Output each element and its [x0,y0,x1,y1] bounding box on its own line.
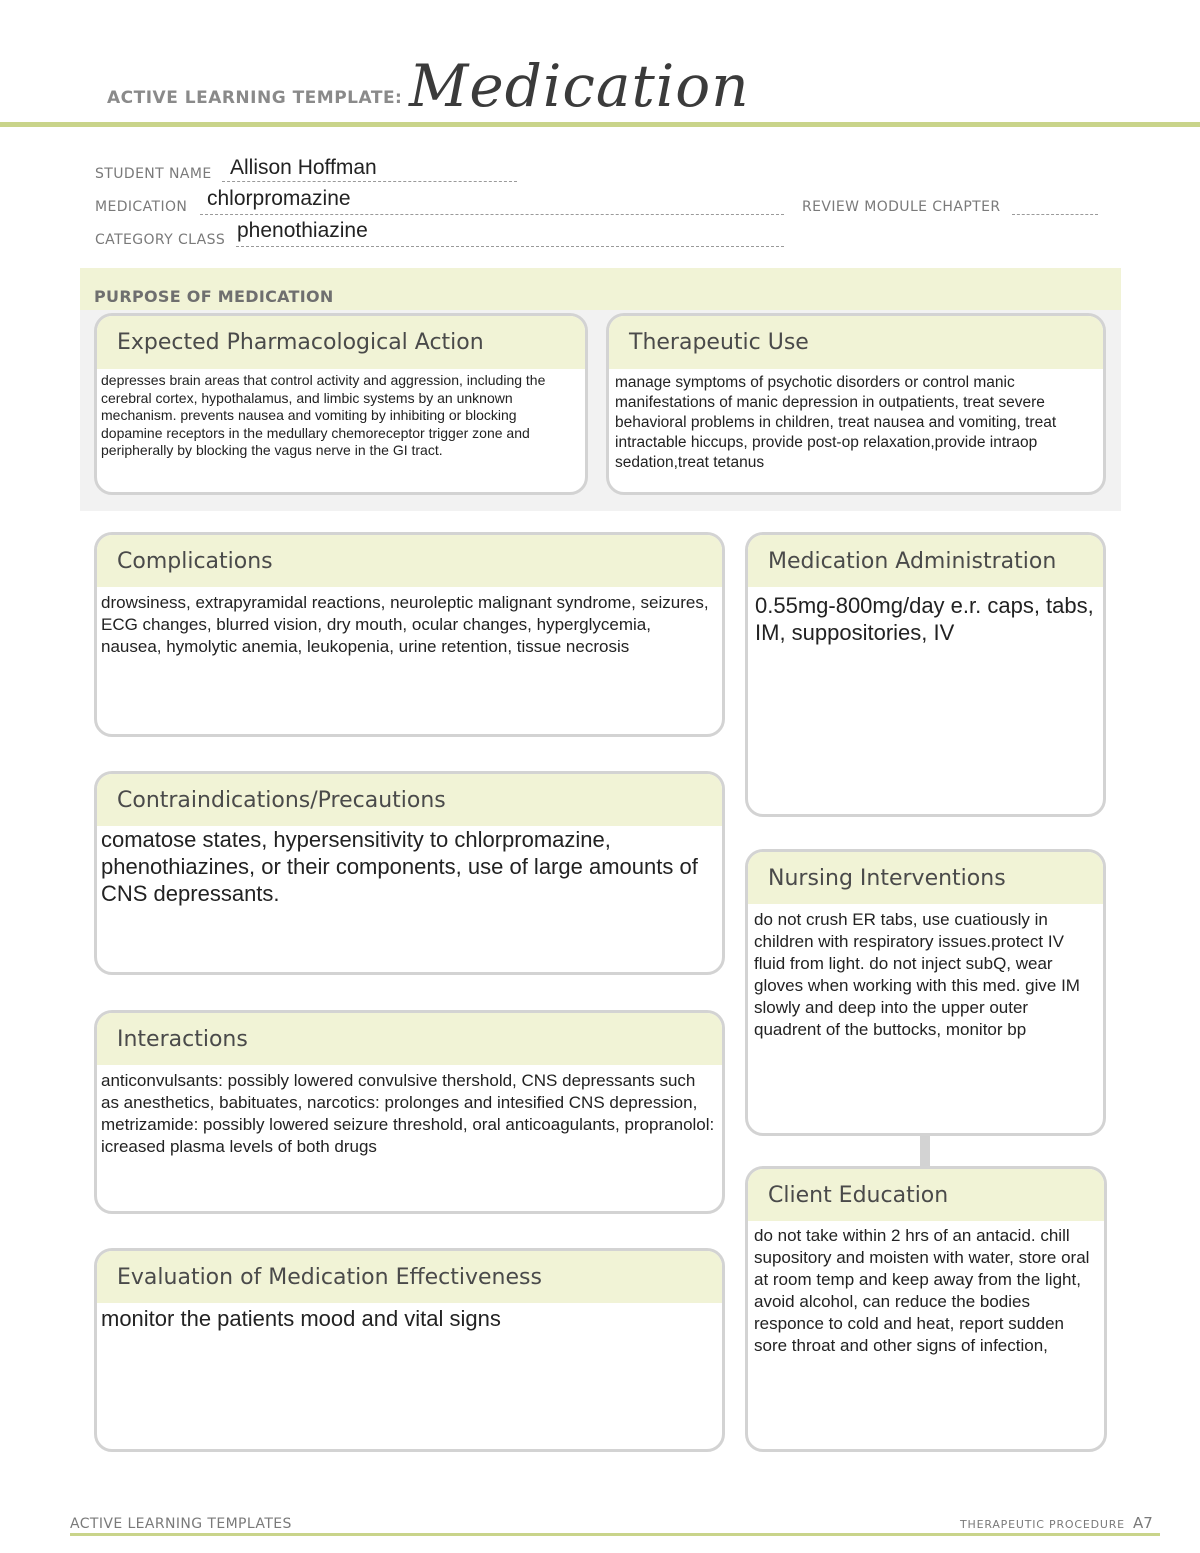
header-rule [0,122,1200,127]
box-connector [920,1134,930,1166]
page-number: A7 [1133,1514,1153,1532]
category-class-field[interactable]: phenothiazine [237,219,368,242]
complications-title: Complications [117,548,273,574]
expected-action-box [94,313,588,495]
complications-header [97,535,722,587]
therapeutic-use-title: Therapeutic Use [629,330,809,355]
therapeutic-use-box [606,313,1106,495]
evaluation-title: Evaluation of Medication Effectiveness [117,1264,542,1290]
footer-right-label: THERAPEUTIC PROCEDURE [960,1518,1125,1531]
contraindications-text[interactable]: comatose states, hypersensitivity to chlorpromazine, phenothiazines, or their components, use of large amounts of CNS depressants. [101,827,698,906]
contraindications-title: Contraindications/Precautions [117,787,446,813]
evaluation-text[interactable]: monitor the patients mood and vital signs [101,1306,501,1331]
contraindications-header [97,774,722,826]
administration-title: Medication Administration [768,548,1057,574]
review-module-label: REVIEW MODULE CHAPTER [802,199,1001,215]
expected-action-text[interactable]: depresses brain areas that control activity and aggression, including the cerebral cortex, hypothalamus, and limbic systems by an unknown mechanism. prevents nausea and vomiting by inhibiting or blocking dopamine receptors in the medullary chemoreceptor trigger zone and peripherally by blocking the vagus nerve in the GI tract. [101,372,546,458]
student-name-line [222,180,517,182]
interactions-title: Interactions [117,1026,248,1052]
therapeutic-use-header [609,316,1103,369]
client-education-title: Client Education [768,1182,949,1208]
interactions-header [97,1013,722,1065]
complications-box [94,532,725,737]
client-education-box [745,1166,1107,1452]
contraindications-box [94,771,725,975]
evaluation-header [97,1251,722,1303]
review-module-field[interactable] [1012,213,1098,215]
nursing-box [745,849,1106,1136]
category-class-line [236,245,784,247]
administration-header [748,535,1103,587]
nursing-text[interactable]: do not crush ER tabs, use cuatiously in children with respiratory issues.protect IV fluid from light. do not inject subQ, wear gloves when working with this med. give IM slowly and deep into the upper outer quadrent of the buttocks, monitor bp [754,910,1080,1039]
medication-label: MEDICATION [95,199,188,215]
administration-box [745,532,1106,817]
template-label: ACTIVE LEARNING TEMPLATE: [107,88,403,108]
student-name-field[interactable]: Allison Hoffman [230,156,377,179]
nursing-title: Nursing Interventions [768,865,1006,891]
footer-left-label: ACTIVE LEARNING TEMPLATES [70,1516,292,1532]
expected-action-title: Expected Pharmacological Action [117,330,484,355]
interactions-text[interactable]: anticonvulsants: possibly lowered convulsive thershold, CNS depressants such as anesthetics, babituates, narcotics: prolonges and intesified CNS depression, metrizamide: possibly lowered seizure threshold, oral anticoagulants, propranolol: icreased plasma levels of both drugs [101,1071,715,1156]
evaluation-box [94,1248,725,1452]
template-title: Medication [409,52,750,120]
nursing-header [748,852,1103,904]
medication-line [200,213,784,215]
medication-field[interactable]: chlorpromazine [207,187,351,210]
client-education-header [748,1169,1104,1221]
expected-action-header [97,316,585,369]
client-education-text[interactable]: do not take within 2 hrs of an antacid. chill supository and moisten with water, store oral at room temp and keep away from the light, avoid alcohol, can reduce the bodies responce to cold and heat, report sudden sore throat and other signs of infection, [754,1226,1090,1355]
purpose-title: PURPOSE OF MEDICATION [94,287,334,306]
administration-text[interactable]: 0.55mg-800mg/day e.r. caps, tabs, IM, suppositories, IV [755,593,1094,645]
category-class-label: CATEGORY CLASS [95,232,226,248]
footer-rule [70,1533,1160,1536]
student-name-label: STUDENT NAME [95,166,212,182]
interactions-box [94,1010,725,1214]
therapeutic-use-text[interactable]: manage symptoms of psychotic disorders or control manic manifestations of manic depression in outpatients, treat severe behavioral problems in children, treat nausea and vomiting, treat intractable hiccups, provide post-op relaxation,provide intraop sedation,treat tetanus [615,374,1057,471]
complications-text[interactable]: drowsiness, extrapyramidal reactions, neuroleptic malignant syndrome, seizures, ECG changes, blurred vision, dry mouth, ocular changes, hyperglycemia, nausea, hymolytic anemia, leukopenia, urine retention, tissue necrosis [101,593,709,656]
